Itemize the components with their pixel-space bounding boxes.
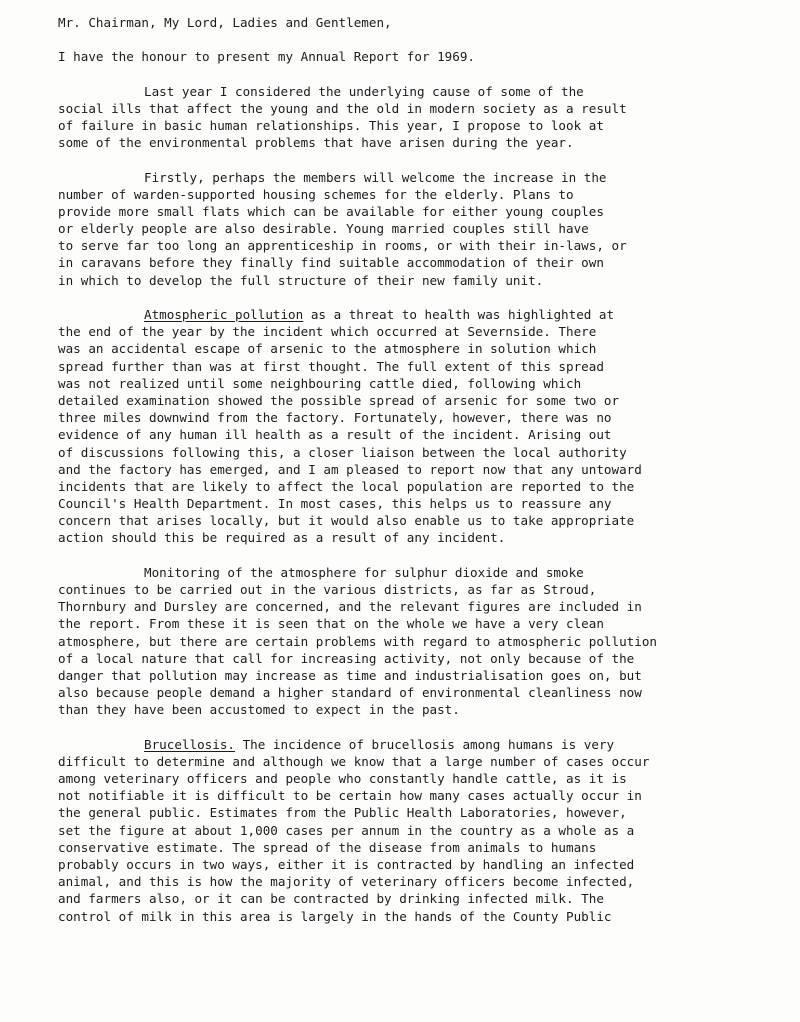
paragraph-brucellosis (58, 736, 798, 925)
paragraph-line: Monitoring of the atmosphere for sulphur dioxide and smoke (144, 564, 584, 580)
paragraph-line-rest: as a threat to health was highlighted at (303, 307, 615, 322)
paragraph-line: of discussions following this, a closer liaison between the local authority (58, 444, 627, 460)
paragraph-line: Council's Health Department. In most cases, this helps us to reassure any (58, 496, 612, 512)
paragraph-line: control of milk in this area is largely in the hands of the County Public (58, 908, 612, 924)
paragraph-line: concern that arises locally, but it would also enable us to take appropriate (58, 513, 635, 529)
paragraph-line: animal, and this is how the majority of veterinary officers become infected, (58, 874, 635, 890)
paragraph-atmospheric-pollution (58, 306, 798, 547)
report-text (58, 14, 798, 942)
paragraph-line: of failure in basic human relationships. This year, I propose to look at (58, 117, 604, 133)
section-heading-brucellosis: Brucellosis. (144, 736, 235, 752)
paragraph-line: of a local nature that call for increasing activity, not only because of the (58, 650, 635, 666)
paragraph-line: number of warden-supported housing schemes for the elderly. Plans to (58, 186, 574, 202)
salutation: Mr. Chairman, My Lord, Ladies and Gentlemen, (58, 15, 392, 30)
paragraph-line: and the factory has emerged, and I am pleased to report now that any untoward (58, 461, 642, 477)
paragraph-line: difficult to determine and although we know that a large number of cases occur (58, 753, 650, 769)
paragraph-line: social ills that affect the young and the old in modern society as a result (58, 100, 627, 116)
paragraph-line: Firstly, perhaps the members will welcome the increase in the (144, 169, 607, 185)
paragraph-line: conservative estimate. The spread of the disease from animals to humans (58, 839, 597, 855)
paragraph-line: the end of the year by the incident which occurred at Severnside. There (58, 324, 597, 340)
paragraph-line: not notifiable it is difficult to be certain how many cases actually occur in (58, 788, 642, 804)
paragraph-line: probably occurs in two ways, either it is contracted by handling an infected (58, 857, 635, 872)
paragraph-monitoring (58, 564, 798, 719)
paragraph-line: among veterinary officers and people who constantly handle cattle, as it is (58, 771, 627, 787)
paragraph-line: than they have been accustomed to expect in the past. (58, 702, 460, 718)
paragraph-line: set the figure at about 1,000 cases per annum in the country as a whole as a (58, 822, 635, 838)
paragraph-line: in caravans before they finally find suitable accommodation of their own (58, 255, 604, 271)
paragraph-line: or elderly people are also desirable. Young married couples still have (58, 221, 589, 237)
paragraph-line: the report. From these it is seen that on the whole we have a very clean (58, 616, 604, 632)
paragraph-line-rest: The incidence of brucellosis among humans is very (235, 736, 615, 752)
paragraph-line: some of the environmental problems that have arisen during the year. (58, 135, 574, 151)
section-heading-atmospheric-pollution: Atmospheric pollution (144, 307, 304, 322)
paragraph-line: action should this be required as a result of any incident. (58, 530, 506, 546)
paragraph-line: Last year I considered the underlying cause of some of the (144, 83, 584, 99)
paragraph-line: was not realized until some neighbouring cattle died, following which (58, 375, 582, 391)
paragraph-line: in which to develop the full structure of their new family unit. (58, 272, 544, 288)
paragraph-line: and farmers also, or it can be contracted by drinking infected milk. The (58, 891, 604, 907)
paragraph-line: evidence of any human ill health as a result of the incident. Arising out (58, 427, 612, 443)
paragraph-line: continues to be carried out in the various districts, as far as Stroud, (58, 582, 597, 597)
paragraph-line: also because people demand a higher standard of environmental cleanliness now (58, 685, 642, 701)
paragraph-line: incidents that are likely to affect the local population are reported to the (58, 478, 635, 494)
paragraph-first-line (58, 736, 798, 753)
paragraph-line: three miles downwind from the factory. Fortunately, however, there was no (58, 410, 612, 426)
paragraph-line: danger that pollution may increase as time and industrialisation goes on, but (58, 667, 642, 683)
paragraph-last-year (58, 83, 798, 152)
paragraph-line: I have the honour to present my Annual Report for 1969. (58, 49, 476, 65)
paragraph-intro (58, 48, 798, 65)
paragraph-line: was an accidental escape of arsenic to the atmosphere in solution which (58, 341, 597, 357)
paragraph-line: atmosphere, but there are certain problems with regard to atmospheric pollution (58, 633, 657, 649)
paragraph-housing (58, 169, 798, 289)
paragraph-line: spread further than was at first thought. The full extent of this spread (58, 358, 604, 374)
paragraph-line: Thornbury and Dursley are concerned, and the relevant figures are included in (58, 599, 642, 615)
paragraph-first-line (58, 306, 798, 323)
paragraph-line: to serve far too long an apprenticeship in rooms, or with their in-laws, or (58, 238, 627, 254)
paragraph-line: provide more small flats which can be available for either young couples (58, 203, 604, 219)
paragraph-line: detailed examination showed the possible spread of arsenic for some two or (58, 392, 620, 408)
paragraph-line: the general public. Estimates from the Public Health Laboratories, however, (58, 805, 627, 821)
